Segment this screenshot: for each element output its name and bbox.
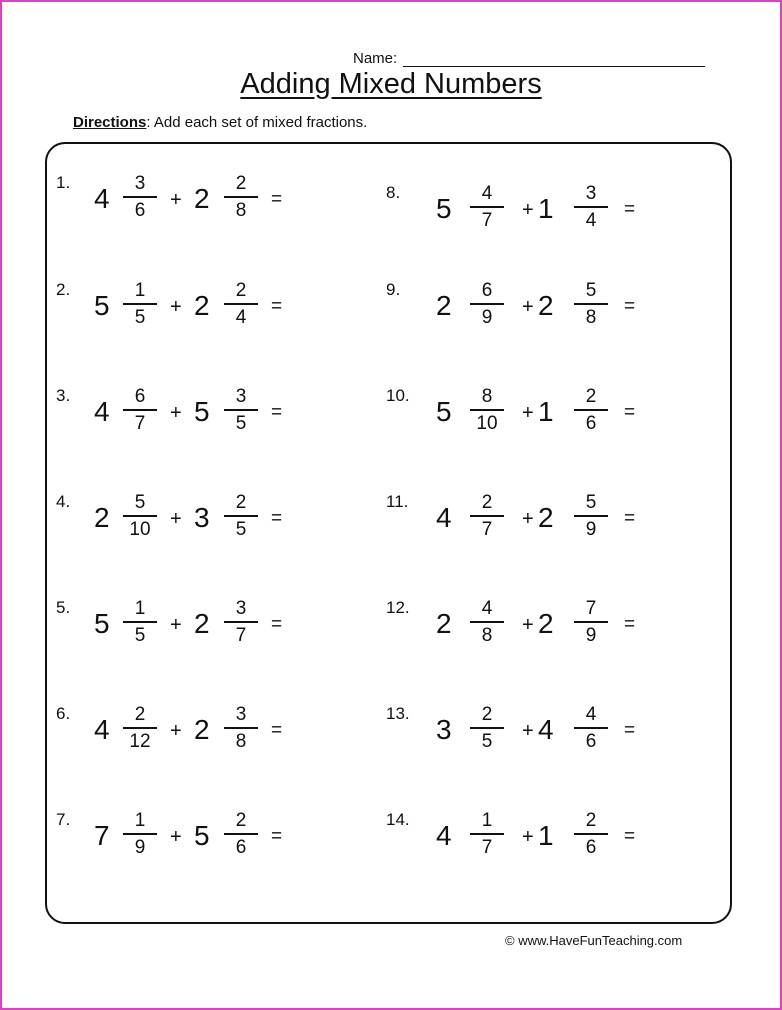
whole-number: 4 xyxy=(94,714,110,745)
fraction-bar xyxy=(123,196,157,198)
problem-number: 1. xyxy=(56,173,71,192)
problem-number: 12. xyxy=(386,598,410,617)
problem-item xyxy=(56,598,376,658)
fraction-bar xyxy=(123,621,157,623)
numerator: 7 xyxy=(585,598,597,619)
numerator: 3 xyxy=(134,173,146,194)
plus-sign: + xyxy=(170,189,182,211)
fraction xyxy=(470,810,504,859)
denominator: 7 xyxy=(481,519,493,540)
problem-number: 2. xyxy=(56,280,71,299)
fraction xyxy=(123,386,157,435)
plus-sign: + xyxy=(170,614,182,636)
fraction-bar xyxy=(470,303,504,305)
numerator: 3 xyxy=(235,386,247,407)
denominator: 5 xyxy=(481,731,493,752)
fraction-bar xyxy=(224,196,258,198)
name-label: Name: xyxy=(353,50,398,67)
problem-item xyxy=(56,810,376,870)
fraction xyxy=(123,173,157,222)
name-blank-line[interactable] xyxy=(403,52,705,67)
denominator: 6 xyxy=(134,200,146,221)
page-title: Adding Mixed Numbers xyxy=(240,68,542,100)
whole-number: 2 xyxy=(194,608,210,639)
fraction xyxy=(574,598,608,647)
plus-sign: + xyxy=(522,614,534,636)
equals-sign: = xyxy=(624,296,636,317)
numerator: 2 xyxy=(235,173,247,194)
problem-item xyxy=(386,492,706,552)
fraction xyxy=(574,386,608,435)
numerator: 8 xyxy=(481,386,493,407)
numerator: 4 xyxy=(481,598,493,619)
fraction-bar xyxy=(470,206,504,208)
fraction-bar xyxy=(574,206,608,208)
problem-item xyxy=(56,704,376,764)
whole-number: 2 xyxy=(538,502,554,533)
problem-item xyxy=(386,280,706,340)
fraction xyxy=(470,386,504,435)
whole-number: 4 xyxy=(94,396,110,427)
denominator: 8 xyxy=(235,731,247,752)
fraction-bar xyxy=(574,303,608,305)
whole-number: 3 xyxy=(194,502,210,533)
fraction xyxy=(123,492,157,541)
problem-item xyxy=(386,704,706,764)
numerator: 2 xyxy=(235,492,247,513)
equals-sign: = xyxy=(271,614,283,635)
denominator: 9 xyxy=(585,625,597,646)
denominator: 4 xyxy=(585,210,597,231)
numerator: 1 xyxy=(134,810,146,831)
equals-sign: = xyxy=(624,508,636,529)
fraction xyxy=(470,183,504,232)
whole-number: 4 xyxy=(94,183,110,214)
numerator: 6 xyxy=(481,280,493,301)
numerator: 3 xyxy=(235,704,247,725)
equals-sign: = xyxy=(624,826,636,847)
plus-sign: + xyxy=(522,296,534,318)
plus-sign: + xyxy=(522,508,534,530)
fraction-bar xyxy=(470,621,504,623)
whole-number: 2 xyxy=(194,183,210,214)
whole-number: 2 xyxy=(94,502,110,533)
numerator: 1 xyxy=(134,280,146,301)
fraction-bar xyxy=(470,727,504,729)
fraction xyxy=(224,386,258,435)
plus-sign: + xyxy=(170,508,182,530)
fraction-bar xyxy=(470,833,504,835)
equals-sign: = xyxy=(624,402,636,423)
fraction-bar xyxy=(224,727,258,729)
equals-sign: = xyxy=(271,720,283,741)
numerator: 2 xyxy=(235,280,247,301)
numerator: 6 xyxy=(134,386,146,407)
fraction-bar xyxy=(123,409,157,411)
whole-number: 2 xyxy=(538,290,554,321)
plus-sign: + xyxy=(170,296,182,318)
denominator: 7 xyxy=(134,413,146,434)
equals-sign: = xyxy=(271,296,283,317)
problem-item xyxy=(386,810,706,870)
fraction-bar xyxy=(574,621,608,623)
denominator: 6 xyxy=(585,413,597,434)
whole-number: 4 xyxy=(436,820,452,851)
equals-sign: = xyxy=(271,826,283,847)
fraction xyxy=(224,280,258,329)
whole-number: 5 xyxy=(436,396,452,427)
whole-number: 7 xyxy=(94,820,110,851)
equals-sign: = xyxy=(624,199,636,220)
whole-number: 4 xyxy=(436,502,452,533)
denominator: 9 xyxy=(585,519,597,540)
whole-number: 1 xyxy=(538,396,554,427)
problem-item xyxy=(56,173,376,233)
fraction xyxy=(123,598,157,647)
plus-sign: + xyxy=(170,402,182,424)
problem-number: 6. xyxy=(56,704,71,723)
fraction xyxy=(224,810,258,859)
fraction xyxy=(470,492,504,541)
whole-number: 2 xyxy=(538,608,554,639)
fraction xyxy=(123,280,157,329)
fraction xyxy=(470,280,504,329)
problem-number: 5. xyxy=(56,598,71,617)
whole-number: 5 xyxy=(194,820,210,851)
fraction xyxy=(574,280,608,329)
whole-number: 5 xyxy=(194,396,210,427)
denominator: 5 xyxy=(134,625,146,646)
fraction-bar xyxy=(224,515,258,517)
whole-number: 5 xyxy=(94,290,110,321)
numerator: 3 xyxy=(235,598,247,619)
fraction-bar xyxy=(123,515,157,517)
fraction-bar xyxy=(224,833,258,835)
numerator: 2 xyxy=(481,492,493,513)
whole-number: 1 xyxy=(538,193,554,224)
denominator: 9 xyxy=(481,307,493,328)
equals-sign: = xyxy=(624,614,636,635)
problem-number: 9. xyxy=(386,280,401,299)
problem-item xyxy=(56,280,376,340)
problem-number: 11. xyxy=(386,492,409,511)
denominator: 8 xyxy=(585,307,597,328)
numerator: 3 xyxy=(585,183,597,204)
numerator: 1 xyxy=(481,810,493,831)
denominator: 6 xyxy=(585,837,597,858)
plus-sign: + xyxy=(522,720,534,742)
fraction xyxy=(224,173,258,222)
fraction-bar xyxy=(574,409,608,411)
fraction xyxy=(123,704,157,753)
whole-number: 4 xyxy=(538,714,554,745)
equals-sign: = xyxy=(271,402,283,423)
fraction xyxy=(574,492,608,541)
denominator: 5 xyxy=(235,413,247,434)
problem-number: 14. xyxy=(386,810,410,829)
equals-sign: = xyxy=(271,508,283,529)
plus-sign: + xyxy=(170,826,182,848)
problem-number: 3. xyxy=(56,386,71,405)
whole-number: 2 xyxy=(194,714,210,745)
fraction xyxy=(574,183,608,232)
problem-item xyxy=(56,492,376,552)
denominator: 8 xyxy=(481,625,493,646)
numerator: 2 xyxy=(585,810,597,831)
fraction-bar xyxy=(574,727,608,729)
denominator: 12 xyxy=(129,731,151,752)
problem-number: 4. xyxy=(56,492,71,511)
fraction xyxy=(470,704,504,753)
plus-sign: + xyxy=(522,199,534,221)
numerator: 5 xyxy=(585,492,597,513)
directions-text: : Add each set of mixed fractions. xyxy=(146,114,368,131)
whole-number: 3 xyxy=(436,714,452,745)
problem-number: 13. xyxy=(386,704,410,723)
fraction-bar xyxy=(470,409,504,411)
denominator: 4 xyxy=(235,307,247,328)
plus-sign: + xyxy=(522,402,534,424)
whole-number: 2 xyxy=(436,290,452,321)
whole-number: 2 xyxy=(436,608,452,639)
copyright-footer: © www.HaveFunTeaching.com xyxy=(505,933,683,948)
whole-number: 5 xyxy=(94,608,110,639)
fraction-bar xyxy=(224,621,258,623)
fraction xyxy=(224,598,258,647)
whole-number: 1 xyxy=(538,820,554,851)
denominator: 7 xyxy=(481,837,493,858)
fraction-bar xyxy=(224,409,258,411)
numerator: 4 xyxy=(481,183,493,204)
numerator: 2 xyxy=(134,704,146,725)
problem-number: 8. xyxy=(386,183,401,202)
problem-item xyxy=(386,183,706,243)
directions xyxy=(73,114,367,131)
denominator: 5 xyxy=(235,519,247,540)
name-field[interactable] xyxy=(353,50,705,67)
numerator: 5 xyxy=(134,492,146,513)
numerator: 2 xyxy=(585,386,597,407)
fraction-bar xyxy=(123,727,157,729)
problem-item xyxy=(56,386,376,446)
denominator: 10 xyxy=(476,413,498,434)
fraction-bar xyxy=(574,833,608,835)
plus-sign: + xyxy=(522,826,534,848)
denominator: 6 xyxy=(235,837,247,858)
numerator: 1 xyxy=(134,598,146,619)
fraction xyxy=(123,810,157,859)
denominator: 5 xyxy=(134,307,146,328)
numerator: 5 xyxy=(585,280,597,301)
numerator: 2 xyxy=(481,704,493,725)
fraction xyxy=(470,598,504,647)
fraction xyxy=(574,704,608,753)
denominator: 8 xyxy=(235,200,247,221)
fraction-bar xyxy=(574,515,608,517)
denominator: 6 xyxy=(585,731,597,752)
fraction-bar xyxy=(123,833,157,835)
numerator: 4 xyxy=(585,704,597,725)
denominator: 7 xyxy=(235,625,247,646)
fraction-bar xyxy=(224,303,258,305)
plus-sign: + xyxy=(170,720,182,742)
denominator: 7 xyxy=(481,210,493,231)
problem-number: 10. xyxy=(386,386,410,405)
fraction xyxy=(574,810,608,859)
problem-item xyxy=(386,598,706,658)
fraction-bar xyxy=(470,515,504,517)
whole-number: 2 xyxy=(194,290,210,321)
fraction xyxy=(224,492,258,541)
problem-item xyxy=(386,386,706,446)
problem-number: 7. xyxy=(56,810,71,829)
directions-label: Directions xyxy=(73,114,147,131)
fraction-bar xyxy=(123,303,157,305)
equals-sign: = xyxy=(271,189,283,210)
whole-number: 5 xyxy=(436,193,452,224)
denominator: 9 xyxy=(134,837,146,858)
denominator: 10 xyxy=(129,519,151,540)
numerator: 2 xyxy=(235,810,247,831)
fraction xyxy=(224,704,258,753)
equals-sign: = xyxy=(624,720,636,741)
